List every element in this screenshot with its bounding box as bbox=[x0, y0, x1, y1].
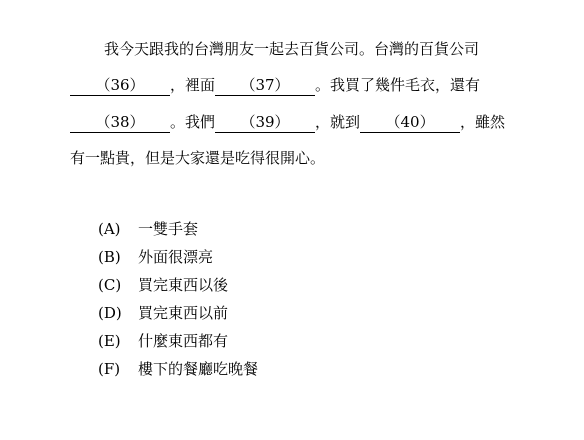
option-text: 外面很漂亮 bbox=[138, 248, 214, 266]
passage-line-4: 有一點貴，但是大家還是吃得很開心。 bbox=[70, 149, 326, 167]
option-key: (B) bbox=[98, 248, 121, 266]
option-f bbox=[98, 359, 258, 379]
passage-text-after-37: 。我買了幾件毛衣，還有 bbox=[315, 76, 481, 94]
blank-37: （37） bbox=[215, 75, 315, 96]
passage-text-after-36: ，裡面 bbox=[170, 76, 216, 94]
option-b bbox=[98, 247, 213, 267]
passage-line-3 bbox=[70, 111, 505, 133]
option-key: (C) bbox=[98, 276, 122, 294]
option-key: (D) bbox=[98, 304, 122, 322]
blank-36: （36） bbox=[70, 75, 170, 96]
option-key: (F) bbox=[98, 360, 121, 378]
option-a bbox=[98, 219, 198, 239]
option-c bbox=[98, 275, 228, 295]
passage-text-after-39: ，就到 bbox=[315, 113, 361, 131]
option-key: (A) bbox=[98, 220, 121, 238]
option-e bbox=[98, 331, 228, 351]
option-key: (E) bbox=[98, 332, 121, 350]
passage-line-1: 我今天跟我的台灣朋友一起去百貨公司。台灣的百貨公司 bbox=[104, 40, 480, 58]
passage-text-after-40: ，雖然 bbox=[460, 113, 506, 131]
blank-38: （38） bbox=[70, 112, 170, 133]
option-text: 什麼東西都有 bbox=[138, 332, 229, 350]
option-text: 一雙手套 bbox=[138, 220, 199, 238]
option-d bbox=[98, 303, 228, 323]
blank-39: （39） bbox=[215, 112, 315, 133]
blank-40: （40） bbox=[360, 112, 460, 133]
passage-line-2 bbox=[70, 74, 480, 96]
passage-text-after-38: 。我們 bbox=[170, 113, 216, 131]
option-text: 樓下的餐廳吃晚餐 bbox=[138, 360, 259, 378]
option-text: 買完東西以前 bbox=[138, 304, 229, 322]
option-text: 買完東西以後 bbox=[138, 276, 229, 294]
